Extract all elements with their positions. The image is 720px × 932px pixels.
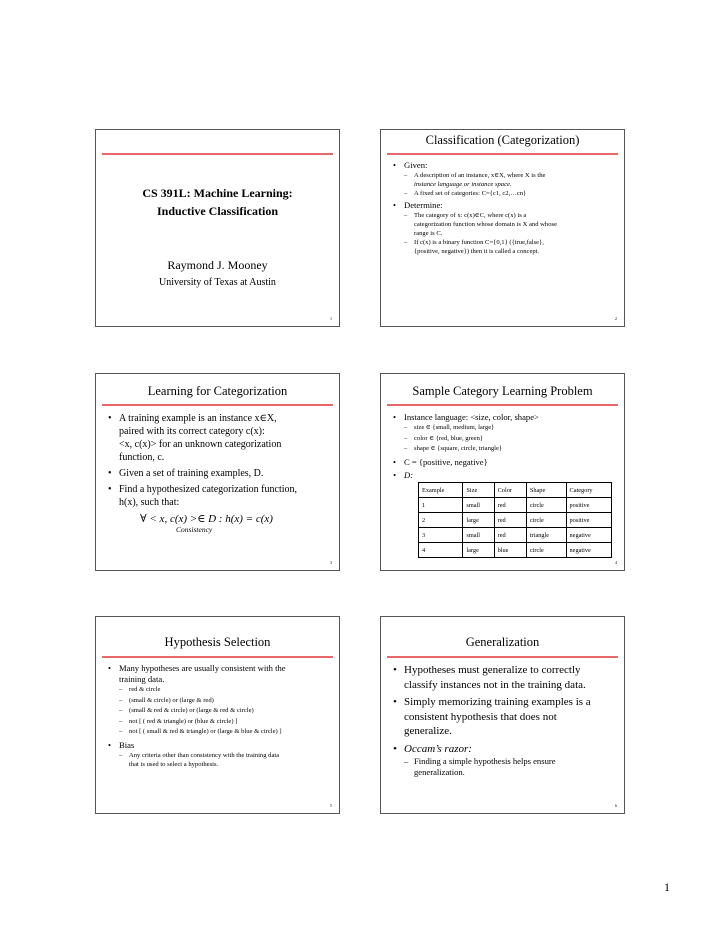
sub-bullet: – Finding a simple hypothesis helps ensure generalization.	[393, 756, 616, 778]
bullet: • Simply memorizing training examples is a consistent hypothesis that does not generalize.	[393, 695, 616, 739]
table-cell: positive	[566, 513, 612, 528]
slide-title: Classification (Categorization)	[425, 133, 580, 147]
slide-body	[108, 663, 331, 769]
sub-bullet: – color ∈ {red, blue, green}	[393, 434, 616, 445]
sub-bullet: – red & circle	[108, 685, 331, 696]
table-row	[419, 513, 612, 528]
slide-number: 5	[330, 803, 332, 808]
bullet: • Given:	[393, 160, 616, 171]
slide-rule	[387, 404, 618, 406]
table-cell: negative	[566, 543, 612, 558]
slide-3	[95, 373, 340, 571]
slide-2	[380, 129, 625, 327]
slide-1-affiliation: University of Texas at Austin	[159, 277, 276, 288]
formula-caption: Consistency	[176, 525, 213, 534]
slide-number: 3	[330, 560, 332, 565]
table-cell: negative	[566, 528, 612, 543]
table-row	[419, 498, 612, 513]
slide-body	[393, 160, 616, 256]
slide-5	[95, 616, 340, 814]
slide-1-author: Raymond J. Mooney	[167, 258, 268, 272]
slide-number: 1	[330, 316, 332, 321]
sub-bullet: – A description of an instance, x∈X, where X is the instance language or instance space.	[393, 171, 616, 189]
table-header-cell: Color	[494, 483, 526, 498]
table-cell: large	[463, 513, 494, 528]
consistency-formula: ∀ < x, c(x) >∈ D : h(x) = c(x)	[140, 513, 273, 525]
training-data-table	[418, 482, 612, 558]
sub-bullet: – Any criteria other than consistency with the training data that is used to select a hypothesis.	[108, 751, 331, 769]
slide-number: 6	[615, 803, 617, 808]
bullet: • A training example is an instance x∈X, paired with its correct category c(x): <x, c(x)> for an unknown categorization function, c.	[108, 412, 331, 464]
table-cell: circle	[526, 513, 566, 528]
sub-bullet: – If c(x) is a binary function C={0,1} ({true,false}, {positive, negative}) then it is called a concept.	[393, 238, 616, 256]
table-header-cell: Shape	[526, 483, 566, 498]
bullet: • Instance language: <size, color, shape>	[393, 412, 616, 423]
slide-title: Learning for Categorization	[147, 384, 288, 398]
slide-title: Sample Category Learning Problem	[412, 384, 593, 398]
table-cell: red	[494, 513, 526, 528]
sub-bullet: – not [ ( red & triangle) or (blue & circle) ]	[108, 717, 331, 728]
slide-title: Hypothesis Selection	[164, 635, 271, 649]
page-number: 1	[664, 880, 670, 894]
slide-rule	[102, 656, 333, 658]
table-row	[419, 543, 612, 558]
slide-6	[380, 616, 625, 814]
bullet: • Occam’s razor:	[393, 742, 616, 757]
table-cell: 2	[419, 513, 463, 528]
table-header-cell: Category	[566, 483, 612, 498]
bullet: • D:	[393, 470, 616, 481]
sub-bullet: – The category of x: c(x)∈C, where c(x) is a categorization function whose domain is X and whose range is C.	[393, 211, 616, 238]
table-cell: positive	[566, 498, 612, 513]
slide-rule	[387, 656, 618, 658]
slide-4	[380, 373, 625, 571]
table-header-cell: Example	[419, 483, 463, 498]
bullet: • C = {positive, negative}	[393, 457, 616, 468]
table-cell: 1	[419, 498, 463, 513]
table-header-row	[419, 483, 612, 498]
sub-bullet: – (small & circle) or (large & red)	[108, 696, 331, 707]
table-cell: circle	[526, 498, 566, 513]
table-cell: small	[463, 528, 494, 543]
table-cell: blue	[494, 543, 526, 558]
slide-1	[95, 129, 340, 327]
table-cell: large	[463, 543, 494, 558]
table-cell: small	[463, 498, 494, 513]
bullet: • Many hypotheses are usually consistent with the training data.	[108, 663, 331, 685]
slide-rule	[102, 404, 333, 406]
bullet: • Hypotheses must generalize to correctly classify instances not in the training data.	[393, 663, 616, 692]
bullet: • Find a hypothesized categorization function, h(x), such that:	[108, 483, 331, 509]
table-cell: circle	[526, 543, 566, 558]
sub-bullet: – A fixed set of categories: C={c1, c2,…cn}	[393, 189, 616, 198]
sub-bullet: – shape ∈ {square, circle, triangle}	[393, 444, 616, 455]
slide-rule	[102, 153, 333, 155]
slide-body	[108, 412, 331, 534]
table-cell: 4	[419, 543, 463, 558]
slide-1-title: CS 391L: Machine Learning: Inductive Classification	[142, 186, 293, 218]
table-cell: 3	[419, 528, 463, 543]
table-header-cell: Size	[463, 483, 494, 498]
sub-bullet: – size ∈ {small, medium, large}	[393, 423, 616, 434]
table-cell: red	[494, 498, 526, 513]
slide-body	[393, 412, 616, 481]
slide-rule	[387, 153, 618, 155]
table-row	[419, 528, 612, 543]
slide-title: Generalization	[465, 635, 540, 649]
sub-bullet: – not [ ( small & red & triangle) or (large & blue & circle) ]	[108, 727, 331, 738]
bullet: • Bias	[108, 740, 331, 751]
slide-body	[393, 663, 616, 778]
table-cell: red	[494, 528, 526, 543]
slide-number: 4	[615, 560, 617, 565]
sub-bullet: – (small & red & circle) or (large & red & circle)	[108, 706, 331, 717]
table-cell: triangle	[526, 528, 566, 543]
bullet: • Determine:	[393, 200, 616, 211]
bullet: • Given a set of training examples, D.	[108, 467, 331, 480]
slide-number: 2	[615, 316, 617, 321]
